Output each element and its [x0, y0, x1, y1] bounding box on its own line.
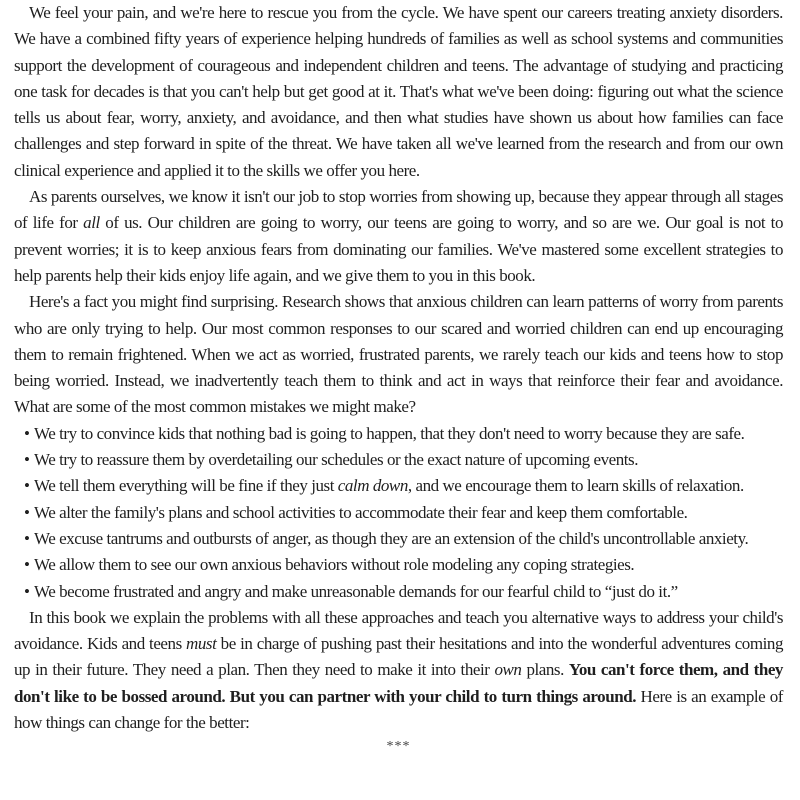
paragraph-3-text: Here's a fact you might find surprising. Research shows that anxious children can learn patterns of worry from parents who are only trying to help. Our most common responses to our scared and worried children can end up encouraging them to remain frightened. When we act as worried, frustrated parents, we rarely teach our kids and teens how to stop being worried. Instead, we inadvertently teach them to think and act in ways that reinforce their fear and avoidance. What are some of the most common mistakes we might make?: [14, 292, 783, 417]
paragraph-4-emphasis-own: own: [494, 660, 522, 680]
paragraph-4-emphasis-must: must: [186, 634, 217, 654]
bullet-icon: •: [24, 528, 30, 548]
list-item: [24, 421, 783, 447]
list-item-text: We try to convince kids that nothing bad is going to happen, that they don't need to worry because they are safe.: [34, 423, 745, 443]
paragraph-2-emphasis: all: [83, 213, 100, 233]
paragraph-4-text-a: In this book we explain the problems with all these approaches and teach you alternative ways to address your child's avoidance. Kids and teens: [14, 607, 783, 654]
paragraph-2-text-a: As parents ourselves, we know it isn't our job to stop worries from showing up, because they appear through all stages of life for: [14, 187, 783, 233]
paragraph-4-text-b: be in charge of pushing past their hesitations and into the wonderful adventures coming up in their future. They need a plan. Then they need to make it into their: [14, 634, 784, 680]
paragraph-1: [14, 0, 783, 184]
list-item: [24, 526, 783, 552]
list-item: [24, 579, 783, 605]
bullet-icon: •: [24, 476, 30, 496]
bullet-icon: •: [24, 555, 30, 575]
bullet-icon: •: [24, 423, 30, 443]
mistakes-list: [14, 421, 783, 605]
paragraph-1-text: We feel your pain, and we're here to rescue you from the cycle. We have spent our careers treating anxiety disorders. We have a combined fifty years of experience helping hundreds of families as well as school systems and communities support the development of courageous and independent children and teens. The advantage of studying and practicing one task for decades is that you can't help but get good at it. That's what we've been doing: figuring out what the science tells us about fear, worry, anxiety, and avoidance, and then what studies have shown us about how families can face challenges and step forward in spite of the threat. We have taken all we've learned from the research and from our own clinical experience and applied it to the skills we offer you here.: [14, 3, 783, 180]
list-item-text: We excuse tantrums and outbursts of anger, as though they are an extension of the child's uncontrollable anxiety.: [34, 528, 749, 548]
paragraph-2-text-b: of us. Our children are going to worry, our teens are going to worry, and so are we. Our goal is not to prevent worries; it is to keep anxious fears from dominating our families. We've mastered some excellent strategies to help parents help their kids enjoy life again, and we give them to you in this book.: [14, 213, 783, 285]
bullet-icon: •: [24, 581, 30, 601]
list-item-text: We try to reassure them by overdetailing our schedules or the exact nature of upcoming events.: [34, 450, 639, 470]
bullet-icon: •: [24, 450, 30, 470]
list-item-text: We allow them to see our own anxious behaviors without role modeling any coping strategies.: [34, 555, 635, 575]
list-item: [24, 447, 783, 473]
paragraph-4: [14, 605, 783, 736]
paragraph-2: [14, 184, 783, 289]
list-item: [24, 552, 783, 578]
paragraph-4-text-c: plans.: [521, 660, 569, 680]
paragraph-3: [14, 289, 783, 420]
list-item: [24, 500, 783, 526]
list-item: [24, 473, 783, 499]
list-item-text-b: , and we encourage them to learn skills of relaxation.: [407, 476, 744, 496]
list-item-text: We become frustrated and angry and make unreasonable demands for our fearful child to “just do it.”: [34, 581, 678, 601]
bullet-icon: •: [24, 502, 30, 522]
list-item-text: We alter the family's plans and school activities to accommodate their fear and keep them comfortable.: [34, 502, 688, 522]
list-item-emphasis: calm down: [337, 476, 408, 496]
section-separator: ***: [386, 739, 411, 755]
list-item-text-a: We tell them everything will be fine if they just: [34, 476, 338, 496]
paragraph-4-bold-statement: You can't force them, and they don't like to be bossed around. But you can partner with your child to turn things around.: [14, 660, 783, 706]
paragraph-4-text-d: Here is an example of how things can change for the better:: [14, 686, 783, 733]
